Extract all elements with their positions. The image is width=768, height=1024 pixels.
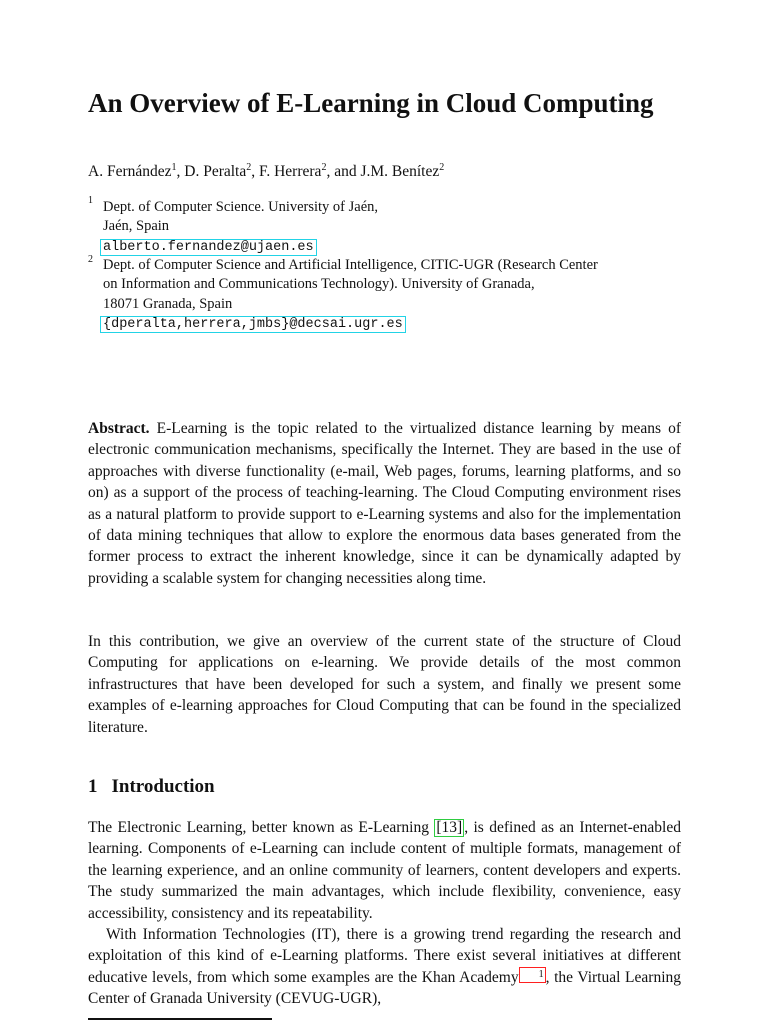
affiliation-marker: 2 — [321, 162, 327, 173]
body-text: , is defined as an Internet-enabled learning. Components of e-Learning can include content of multiple formats, management of the learning experience, and an online community of learners, content developers and experts. The study summarized the main advantages, which include flexibility, convenience, easy accessibility, consistency and its repeatability. — [88, 819, 681, 922]
abstract-paragraph — [88, 418, 681, 589]
affiliation-number: 1 — [88, 195, 93, 206]
author-name: , F. Herrera — [251, 163, 322, 181]
footnote-link[interactable]: 1 — [519, 967, 546, 983]
abstract-paragraph-2: In this contribution, we give an overview of the current state of the structure of Cloud Computing for applications on e-learning. We provide details of the most common infrastructures that have been developed for such a system, and finally we present some examples of e-learning approaches for Cloud Computing that can be found in the specialized literature. — [88, 633, 681, 736]
affiliation-2 — [103, 256, 598, 334]
author-list — [88, 157, 444, 183]
email-link[interactable]: alberto.fernandez@ujaen.es — [100, 239, 317, 256]
footnote-rule — [88, 1018, 272, 1020]
abstract-text: E-Learning is the topic related to the virtualized distance learning by means of electronic communication mechanisms, specifically the Internet. They are based in the use of approaches with diverse functionality (e-mail, Web pages, forums, learning platforms, and so on) as a support of the process of teaching-learning. The Cloud Computing environment rises as a natural platform to provide support to e-Learning systems and also for the implementation of data mining techniques that allow to explore the enormous data bases generated from the former process to extract the inherent knowledge, since it can be dynamically adapted by providing a scalable system for changing necessities along time. — [88, 420, 681, 587]
intro-paragraph-1 — [88, 817, 681, 924]
intro-paragraph-2 — [88, 924, 681, 1010]
affiliation-1 — [103, 198, 378, 256]
body-text: With Information Technologies (IT), there is a growing trend regarding the research and exploitation of this kind of e-Learning platforms. There exist several initiatives at different educative levels, from which some examples are the Khan Academy — [88, 926, 681, 986]
affiliation-marker: 1 — [171, 162, 177, 173]
affiliation-number: 2 — [88, 254, 93, 265]
abstract-label: Abstract. — [88, 420, 150, 437]
affiliation-line: on Information and Communications Technology). University of Granada, — [103, 276, 535, 293]
section-number: 1 — [88, 776, 98, 797]
affiliation-line: 18071 Granada, Spain — [103, 295, 233, 312]
affiliation-marker: 2 — [439, 162, 445, 173]
author-name: A. Fernández — [88, 163, 172, 181]
body-text: The Electronic Learning, better known as E-Learning — [88, 819, 435, 836]
author-name: , and J.M. Benítez — [326, 163, 440, 181]
affiliation-line: Dept. of Computer Science. University of Jaén, — [103, 199, 379, 215]
affiliation-line: Jaén, Spain — [103, 218, 170, 235]
section-heading — [88, 774, 215, 800]
author-name: , D. Peralta — [176, 163, 247, 181]
paper-title: An Overview of E-Learning in Cloud Computing — [88, 88, 654, 118]
citation-link[interactable]: [13] — [436, 819, 463, 836]
email-link[interactable]: {dperalta,herrera,jmbs}@decsai.ugr.es — [100, 316, 406, 333]
affiliation-marker: 2 — [246, 162, 252, 173]
affiliation-line: Dept. of Computer Science and Artificial Intelligence, CITIC-UGR (Research Center — [103, 257, 598, 273]
section-title: Introduction — [111, 776, 215, 797]
body-text: , the Virtual Learning Center of Granada University (CEVUG-UGR), — [88, 968, 682, 1008]
